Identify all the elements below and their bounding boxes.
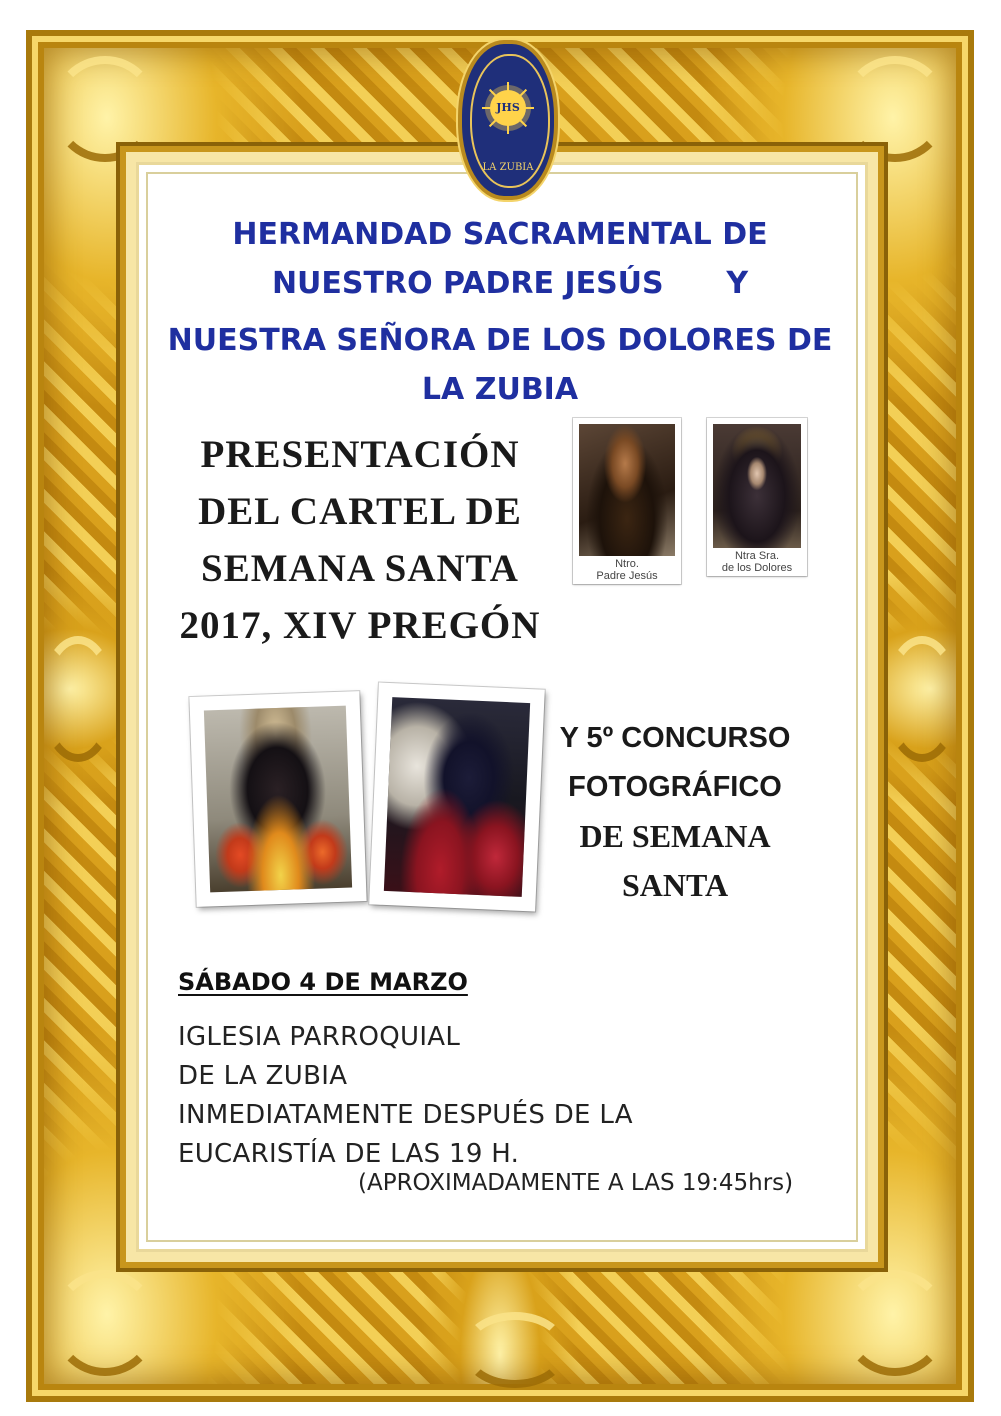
event-place-line-1: IGLESIA PARROQUIAL xyxy=(178,1022,461,1052)
frame-ornament-top-right xyxy=(842,56,948,162)
contest-line-4: SANTA xyxy=(621,867,729,903)
event-place xyxy=(178,1018,858,1174)
organization-line-4: LA ZUBIA xyxy=(421,372,579,407)
presentation-heading xyxy=(160,426,560,654)
jesus-caption-line-1: Ntro. xyxy=(615,558,639,570)
organization-line-3: NUESTRA SEÑORA DE LOS DOLORES DE xyxy=(167,323,833,358)
jhs-monogram: JHS xyxy=(490,90,526,126)
presentation-line-4: 2017, XIV PREGÓN xyxy=(179,604,541,647)
contest-line-2: FOTOGRÁFICO xyxy=(568,771,782,803)
contest-heading xyxy=(530,714,820,910)
event-approx-time: (APROXIMADAMENTE A LAS 19:45hrs) xyxy=(358,1170,794,1196)
procession-photo-image xyxy=(384,697,530,897)
frame-ornament-left xyxy=(40,636,116,762)
dolores-caption-line-1: Ntra Sra. xyxy=(734,550,779,562)
organization-line-2: NUESTRO PADRE JESÚS Y xyxy=(271,266,749,301)
presentation-line-1: PRESENTACIÓN xyxy=(200,433,520,476)
frame-ornament-top-left xyxy=(52,56,158,162)
jesus-image-card xyxy=(573,418,681,584)
brotherhood-emblem xyxy=(458,40,558,200)
procession-photo xyxy=(369,682,545,911)
frame-ornament-right xyxy=(884,636,960,762)
frame-ornament-bottom-right xyxy=(842,1270,948,1376)
presentation-line-3: SEMANA SANTA xyxy=(201,547,519,590)
jesus-statue-image xyxy=(579,424,675,556)
contest-line-1: Y 5º CONCURSO xyxy=(559,722,791,754)
event-date: SÁBADO 4 DE MARZO xyxy=(178,968,468,996)
presentation-line-2: DEL CARTEL DE xyxy=(198,490,522,533)
jesus-caption xyxy=(573,558,681,582)
altar-photo-image xyxy=(204,706,352,893)
organization-title xyxy=(150,210,850,414)
event-place-line-4: EUCARISTÍA DE LAS 19 H. xyxy=(178,1139,520,1169)
emblem-label: LA ZUBIA xyxy=(482,162,534,173)
jesus-caption-line-2: Padre Jesús xyxy=(596,570,658,582)
dolores-caption-line-2: de los Dolores xyxy=(721,562,793,574)
altar-photo xyxy=(189,691,366,907)
contest-line-3: DE SEMANA xyxy=(579,818,771,854)
event-place-line-2: DE LA ZUBIA xyxy=(178,1061,348,1091)
dolores-caption xyxy=(707,550,807,574)
dolores-image-card xyxy=(707,418,807,576)
frame-ornament-bottom-left xyxy=(52,1270,158,1376)
event-place-line-3: INMEDIATAMENTE DESPUÉS DE LA xyxy=(178,1100,633,1130)
dolores-statue-image xyxy=(713,424,801,548)
frame-ornament-bottom xyxy=(462,1312,568,1388)
organization-line-1: HERMANDAD SACRAMENTAL DE xyxy=(232,217,768,252)
